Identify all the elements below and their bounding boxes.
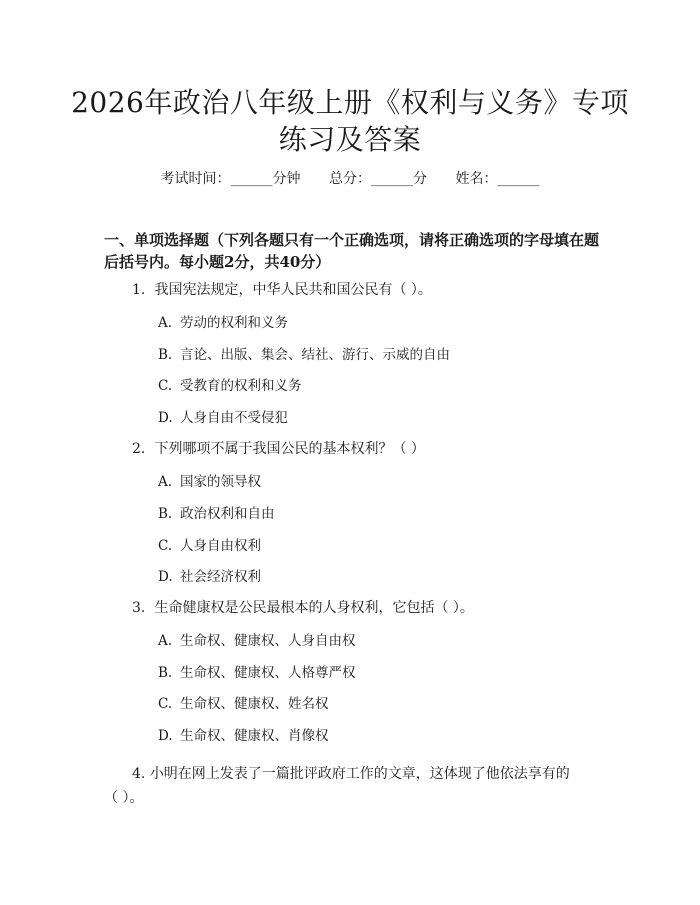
- option-letter: B.: [158, 506, 173, 522]
- option-text: 劳动的权利和义务: [180, 315, 288, 331]
- option-3a: [158, 631, 356, 651]
- option-1c: [158, 376, 302, 396]
- option-letter: D.: [158, 410, 173, 426]
- question-text: 下列哪项不属于我国公民的基本权利？（ ）: [154, 441, 425, 457]
- option-3c: [158, 694, 329, 714]
- question-number: 2.: [132, 441, 146, 457]
- option-1a: [158, 313, 288, 333]
- exam-meta: [0, 168, 700, 188]
- option-text: 生命权、健康权、人身自由权: [180, 633, 356, 649]
- option-2a: [158, 472, 261, 492]
- question-number: 1.: [132, 282, 146, 298]
- option-text: 政治权利和自由: [180, 506, 275, 522]
- question-1: [132, 280, 432, 300]
- option-letter: B.: [158, 347, 173, 363]
- option-letter: C.: [158, 696, 173, 712]
- option-text: 人身自由权利: [180, 538, 261, 554]
- exam-time-field: 考试时间：______分钟: [160, 171, 301, 187]
- option-text: 生命权、健康权、人格尊严权: [180, 665, 356, 681]
- question-number: 3.: [132, 600, 146, 616]
- option-1b: [158, 345, 450, 365]
- student-name-field: 姓名：______: [455, 171, 540, 187]
- section-heading: 一、单项选择题（下列各题只有一个正确选项，请将正确选项的字母填在题后括号内。每小题2分，共40分）: [104, 231, 600, 271]
- question-text: 我国宪法规定，中华人民共和国公民有（ ）。: [154, 282, 432, 298]
- option-letter: D.: [158, 728, 173, 744]
- option-letter: B.: [158, 665, 173, 681]
- option-1d: [158, 408, 288, 428]
- option-text: 言论、出版、集会、结社、游行、示威的自由: [180, 347, 450, 363]
- option-letter: D.: [158, 569, 173, 585]
- option-letter: A.: [158, 315, 173, 331]
- option-text: 生命权、健康权、姓名权: [180, 696, 329, 712]
- option-text: 受教育的权利和义务: [180, 378, 302, 394]
- option-3b: [158, 663, 356, 683]
- question-number: 4.: [132, 766, 146, 782]
- option-2c: [158, 536, 261, 556]
- option-2b: [158, 504, 275, 524]
- option-letter: C.: [158, 538, 173, 554]
- question-4: [104, 762, 574, 810]
- option-letter: C.: [158, 378, 173, 394]
- option-text: 人身自由不受侵犯: [180, 410, 288, 426]
- option-2d: [158, 567, 261, 587]
- document-title-line1: 2026年政治八年级上册《权利与义务》专项: [71, 86, 629, 119]
- question-text: 小明在网上发表了一篇批评政府工作的文章，这体现了他依法享有的: [149, 766, 570, 782]
- option-letter: A.: [158, 474, 173, 490]
- option-text: 国家的领导权: [180, 474, 261, 490]
- document-title-line2: 练习及答案: [278, 123, 422, 156]
- question-text-continued: （ ）。: [104, 790, 144, 806]
- option-letter: A.: [158, 633, 173, 649]
- question-2: [132, 439, 425, 459]
- total-score-field: 总分：______分: [329, 171, 427, 187]
- option-text: 社会经济权利: [180, 569, 261, 585]
- question-text: 生命健康权是公民最根本的人身权利，它包括（ ）。: [154, 600, 474, 616]
- option-3d: [158, 726, 329, 746]
- option-text: 生命权、健康权、肖像权: [180, 728, 329, 744]
- question-3: [132, 598, 474, 618]
